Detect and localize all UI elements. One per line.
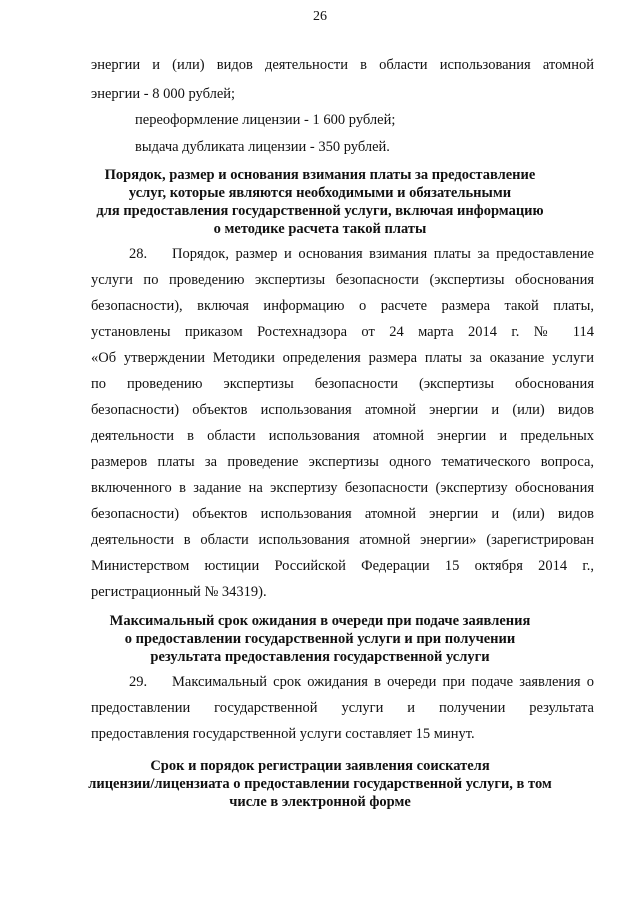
paragraph-28-line: услуги по проведению экспертизы безопасности (экспертизы обоснования [91,272,594,288]
heading-3-line-3: числе в электронной форме [229,794,411,810]
paragraph-28-line: деятельности в области использования атомной энергии и предельных [91,428,594,444]
paragraph-29-line-2: предоставлении государственной услуги и получении результата [91,700,594,716]
intro-line-2: энергии - 8 000 рублей; [91,86,236,102]
heading-1-line-2: услуг, которые являются необходимыми и обязательными [128,185,512,201]
paragraph-29-line-1: Максимальный срок ожидания в очереди при подаче заявления о [172,674,594,690]
paragraph-29-number: 29. [129,674,148,690]
paragraph-28-last-line: регистрационный № 34319). [91,584,267,600]
heading-3-line-1: Срок и порядок регистрации заявления соискателя [150,758,490,774]
paragraph-28-line: деятельности в области использования атомной энергии» (зарегистрирован [91,532,594,548]
paragraph-28-line: включенного в задание на экспертизу безопасности (экспертизу обоснования [91,480,594,496]
paragraph-28-line: безопасности) объектов использования атомной энергии и (или) видов [91,402,594,418]
paragraph-28-line: размеров платы за проведение экспертизы одного тематического вопроса, [91,454,594,470]
heading-2-line-2: о предоставлении государственной услуги и при получении [124,631,516,647]
paragraph-28-line: Министерством юстиции Российской Федерации 15 октября 2014 г., [91,558,594,574]
paragraph-28-line: «Об утверждении Методики определения размера платы за оказание услуги [91,350,594,366]
heading-2-line-3: результата предоставления государственной услуги [150,649,490,665]
paragraph-28-line-1: Порядок, размер и основания взимания платы за предоставление [172,246,594,262]
intro-line-3: переоформление лицензии - 1 600 рублей; [135,112,396,128]
heading-2-line-1: Максимальный срок ожидания в очереди при подаче заявления [109,613,531,629]
heading-1-line-3: для предоставления государственной услуги, включая информацию [96,203,544,219]
page-number: 26 [313,9,327,24]
paragraph-29-last-line: предоставления государственной услуги составляет 15 минут. [91,726,475,742]
intro-line-4: выдача дубликата лицензии - 350 рублей. [135,139,390,155]
paragraph-28-line: по проведению экспертизы безопасности (экспертизы обоснования [91,376,594,392]
paragraph-28-line: безопасности), включая информацию о расчете размера такой платы, [91,298,594,314]
paragraph-28-line: установлены приказом Ростехнадзора от 24 марта 2014 г. № 114 [91,324,594,340]
paragraph-28-line: безопасности) объектов использования атомной энергии и (или) видов [91,506,594,522]
paragraph-28-number: 28. [129,246,148,262]
heading-1-line-4: о методике расчета такой платы [213,221,427,237]
heading-3-line-2: лицензии/лицензиата о предоставлении государственной услуги, в том [88,776,552,792]
heading-1-line-1: Порядок, размер и основания взимания платы за предоставление [104,167,536,183]
intro-line-1: энергии и (или) видов деятельности в области использования атомной [91,57,594,73]
